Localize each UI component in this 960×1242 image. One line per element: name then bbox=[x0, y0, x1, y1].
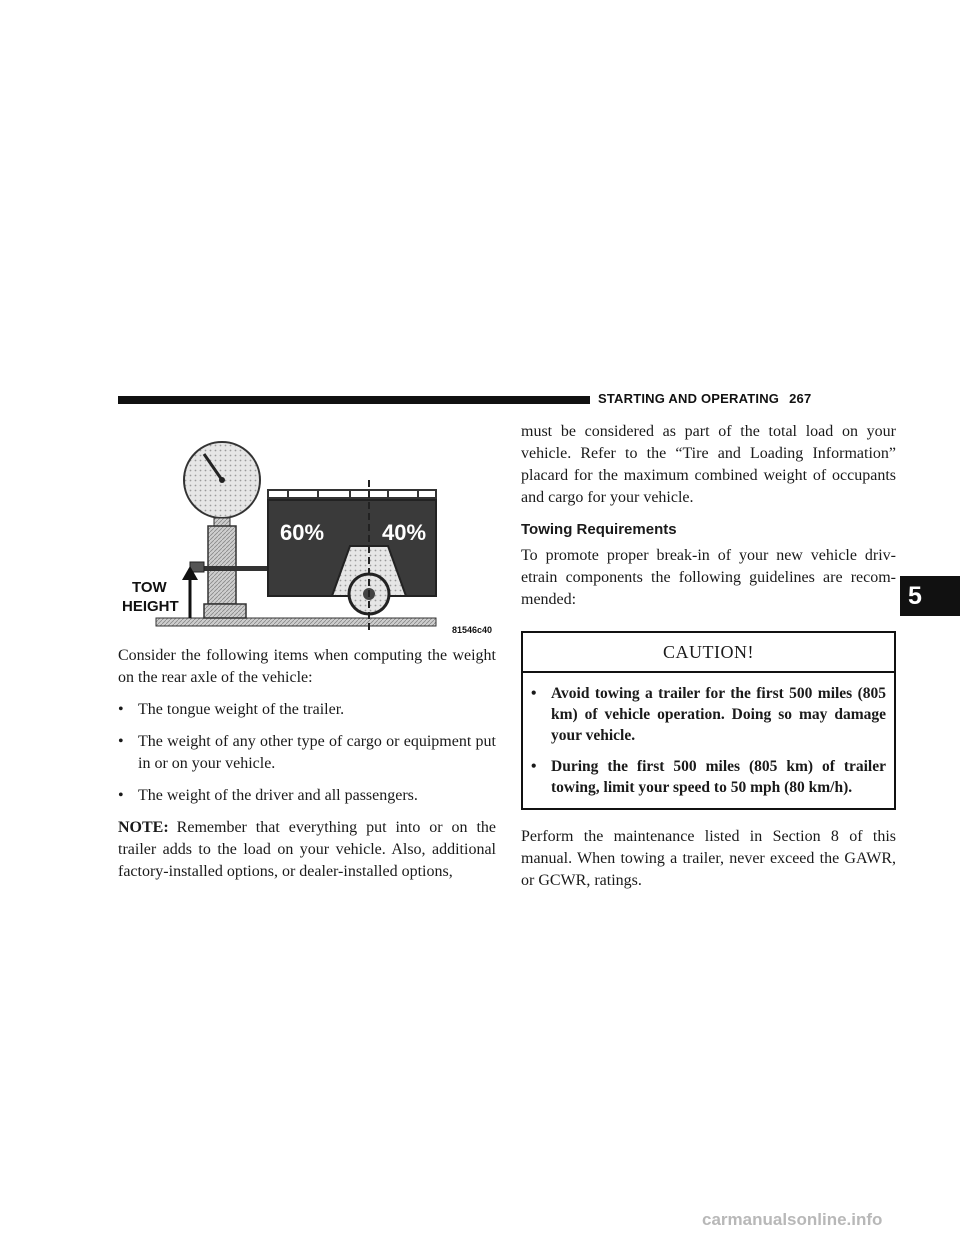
axle-weight-list bbox=[118, 699, 496, 807]
note-text: Remember that everything put into or on the trailer adds to the load on your vehicle. Also, additional factory-installed options, or dealer-installed options, bbox=[118, 819, 496, 880]
left-intro: Consider the following items when computing the weight on the rear axle of the vehicle: bbox=[118, 647, 496, 686]
section-tab: 5 bbox=[900, 576, 960, 616]
list-item: • Avoid towing a trailer for the first 500 miles (805 km) of vehicle operation. Doing so may damage your vehicle. bbox=[531, 683, 886, 746]
trailer-tongue bbox=[198, 566, 270, 571]
height-label: HEIGHT bbox=[122, 598, 179, 615]
scale-neck bbox=[214, 518, 230, 526]
front-percent-label: 60% bbox=[280, 520, 325, 545]
note-label: NOTE: bbox=[118, 819, 169, 836]
trailer-rail bbox=[268, 490, 436, 498]
left-column bbox=[118, 645, 496, 893]
caution-box bbox=[521, 631, 896, 810]
towing-intro: To promote proper break-in of your new vehicle driv-etrain components the following guidelines are recom-mended: bbox=[521, 547, 896, 608]
list-item: • The weight of the driver and all passengers. bbox=[118, 785, 496, 807]
scale-base bbox=[204, 604, 246, 618]
section-heading: Towing Requirements bbox=[521, 521, 677, 538]
list-item: • The weight of any other type of cargo or equipment put in or on your vehicle. bbox=[118, 731, 496, 775]
list-item: • During the first 500 miles (805 km) of trailer towing, limit your speed to 50 mph (80 km/h). bbox=[531, 756, 886, 798]
header-rule bbox=[118, 396, 590, 404]
continuation-paragraph: must be considered as part of the total load on your vehicle. Refer to the “Tire and Loading Information” placard for the maximum combined weight of occupants and cargo for your vehicle. bbox=[521, 423, 896, 506]
note-paragraph bbox=[118, 817, 496, 883]
list-item: • The tongue weight of the trailer. bbox=[118, 699, 496, 721]
ground-strip bbox=[156, 618, 436, 626]
tow-label: TOW bbox=[132, 579, 167, 596]
right-column bbox=[521, 421, 896, 902]
watermark: carmanualsonline.info bbox=[702, 1210, 883, 1229]
figure-code: 81546c40 bbox=[452, 625, 493, 635]
section-title: STARTING AND OPERATING bbox=[598, 391, 780, 406]
trailer-weight-figure bbox=[118, 428, 498, 638]
running-header bbox=[598, 391, 811, 406]
rear-percent-label: 40% bbox=[382, 520, 427, 545]
caution-list bbox=[523, 673, 894, 798]
scale-column bbox=[208, 526, 236, 604]
page-number: 267 bbox=[789, 391, 812, 406]
closing-paragraph: Perform the maintenance listed in Section 8 of this manual. When towing a trailer, never exceed the GAWR, or GCWR, ratings. bbox=[521, 828, 896, 889]
caution-title: CAUTION! bbox=[523, 633, 894, 673]
